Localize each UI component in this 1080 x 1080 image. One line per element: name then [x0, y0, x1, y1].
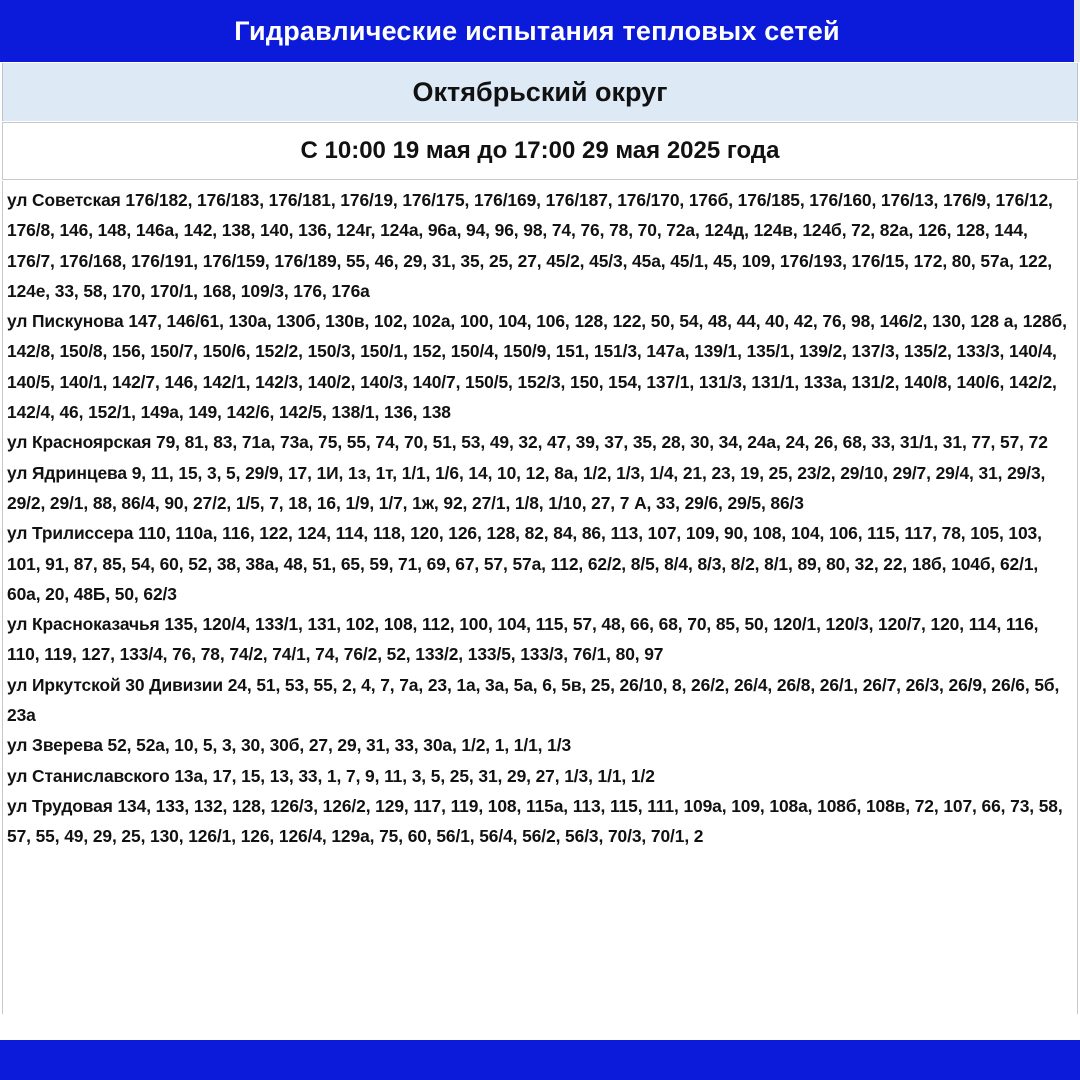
- district-banner: [2, 63, 1078, 121]
- street-entry-piskunova: ул Пискунова 147, 146/61, 130а, 130б, 130в, 102, 102а, 100, 104, 106, 128, 122, 50, 54, 48, 44, 40, 42, 76, 98, 146/2, 130, 128 а, 128б, 142/8, 150/8, 156, 150/7, 150/6, 152/2, 150/3, 150/1, 152, 150/4, 150/9, 151, 151/3, 147а, 139/1, 135/1, 139/2, 137/3, 135/2, 133/3, 140/4, 140/5, 140/1, 142/7, 146, 142/1, 142/3, 140/2, 140/3, 140/7, 150/5, 152/3, 150, 154, 137/1, 131/3, 131/1, 133а, 131/2, 140/8, 140/6, 142/2, 142/4, 46, 152/1, 149а, 149, 142/6, 142/5, 138/1, 136, 138: [7, 311, 1067, 423]
- street-entry-trudovaya: ул Трудовая 134, 133, 132, 128, 126/3, 126/2, 129, 117, 119, 108, 115а, 113, 115, 111, 109а, 109, 108а, 108б, 108в, 72, 107, 66, 73, 58, 57, 55, 49, 29, 25, 130, 126/1, 126, 126/4, 129а, 75, 60, 56/1, 56/4, 56/2, 56/3, 70/3, 70/1, 2: [7, 795, 1063, 847]
- period-text: С 10:00 19 мая до 17:00 29 мая 2025 года: [300, 137, 780, 164]
- street-entry-yadrintseva: ул Ядринцева 9, 11, 15, 3, 5, 29/9, 17, 1И, 1з, 1т, 1/1, 1/6, 14, 10, 12, 8а, 1/2, 1/3, 1/4, 21, 23, 19, 25, 23/2, 29/10, 29/7, 29/4, 31, 29/3, 29/2, 29/1, 88, 86/4, 90, 27/2, 1/5, 7, 18, 16, 1/9, 1/7, 1ж, 92, 27/1, 1/8, 1/10, 27, 7 А, 33, 29/6, 29/5, 86/3: [7, 462, 1046, 513]
- street-entry-zvereva: ул Зверева 52, 52а, 10, 5, 3, 30, 30б, 27, 29, 31, 33, 30а, 1/2, 1, 1/1, 1/3: [7, 735, 572, 756]
- footer-banner: [0, 1040, 1080, 1080]
- page-title: Гидравлические испытания тепловых сетей: [234, 15, 840, 46]
- street-entry-stanislavskogo: ул Станиславского 13а, 17, 15, 13, 33, 1, 7, 9, 11, 3, 5, 25, 31, 29, 27, 1/3, 1/1, 1/2: [7, 765, 655, 786]
- period-banner: [2, 122, 1078, 180]
- district-name: Октябрьский округ: [412, 76, 668, 107]
- title-banner: [0, 0, 1080, 62]
- street-entry-trilissera: ул Трилиссера 110, 110а, 116, 122, 124, 114, 118, 120, 126, 128, 82, 84, 86, 113, 107, 109, 90, 108, 104, 106, 115, 117, 78, 105, 103, 101, 91, 87, 85, 54, 60, 52, 38, 38а, 48, 51, 65, 59, 71, 69, 67, 57, 57а, 112, 62/2, 8/5, 8/4, 8/3, 8/2, 8/1, 89, 80, 32, 22, 18б, 104б, 62/1, 60а, 20, 48Б, 50, 62/3: [7, 523, 1042, 604]
- street-entry-irkutskoy-30-divizii: ул Иркутской 30 Дивизии 24, 51, 53, 55, 2, 4, 7, 7а, 23, 1а, 3а, 5а, 6, 5в, 25, 26/10, 8, 26/2, 26/4, 26/8, 26/1, 26/7, 26/3, 26/9, 26/6, 5б, 23а: [7, 674, 1060, 726]
- street-list: [2, 181, 1078, 1014]
- street-entry-krasnoyarskaya: ул Красноярская 79, 81, 83, 71а, 73а, 75, 55, 74, 70, 51, 53, 49, 32, 47, 39, 37, 35, 28, 30, 34, 24а, 24, 26, 68, 33, 31/1, 31, 77, 57, 72: [7, 432, 1048, 453]
- street-entry-krasnokazachya: ул Красноказачья 135, 120/4, 133/1, 131, 102, 108, 112, 100, 104, 115, 57, 48, 66, 68, 70, 85, 50, 120/1, 120/3, 120/7, 120, 114, 116, 110, 119, 127, 133/4, 76, 78, 74/2, 74/1, 74, 76/2, 52, 133/2, 133/5, 133/3, 76/1, 80, 97: [7, 614, 1039, 665]
- street-entry-sovetskaya: ул Советская 176/182, 176/183, 176/181, 176/19, 176/175, 176/169, 176/187, 176/170, 176б, 176/185, 176/160, 176/13, 176/9, 176/12, 176/8, 146, 148, 146а, 142, 138, 140, 136, 124г, 124а, 96а, 94, 96, 98, 74, 76, 78, 70, 72а, 124д, 124в, 124б, 72, 82а, 126, 128, 144, 176/7, 176/168, 176/191, 176/159, 176/189, 55, 46, 29, 31, 35, 25, 27, 45/2, 45/3, 45а, 45/1, 45, 109, 176/193, 176/15, 172, 80, 57а, 122, 124е, 33, 58, 170, 170/1, 168, 109/3, 176, 176а: [7, 190, 1053, 301]
